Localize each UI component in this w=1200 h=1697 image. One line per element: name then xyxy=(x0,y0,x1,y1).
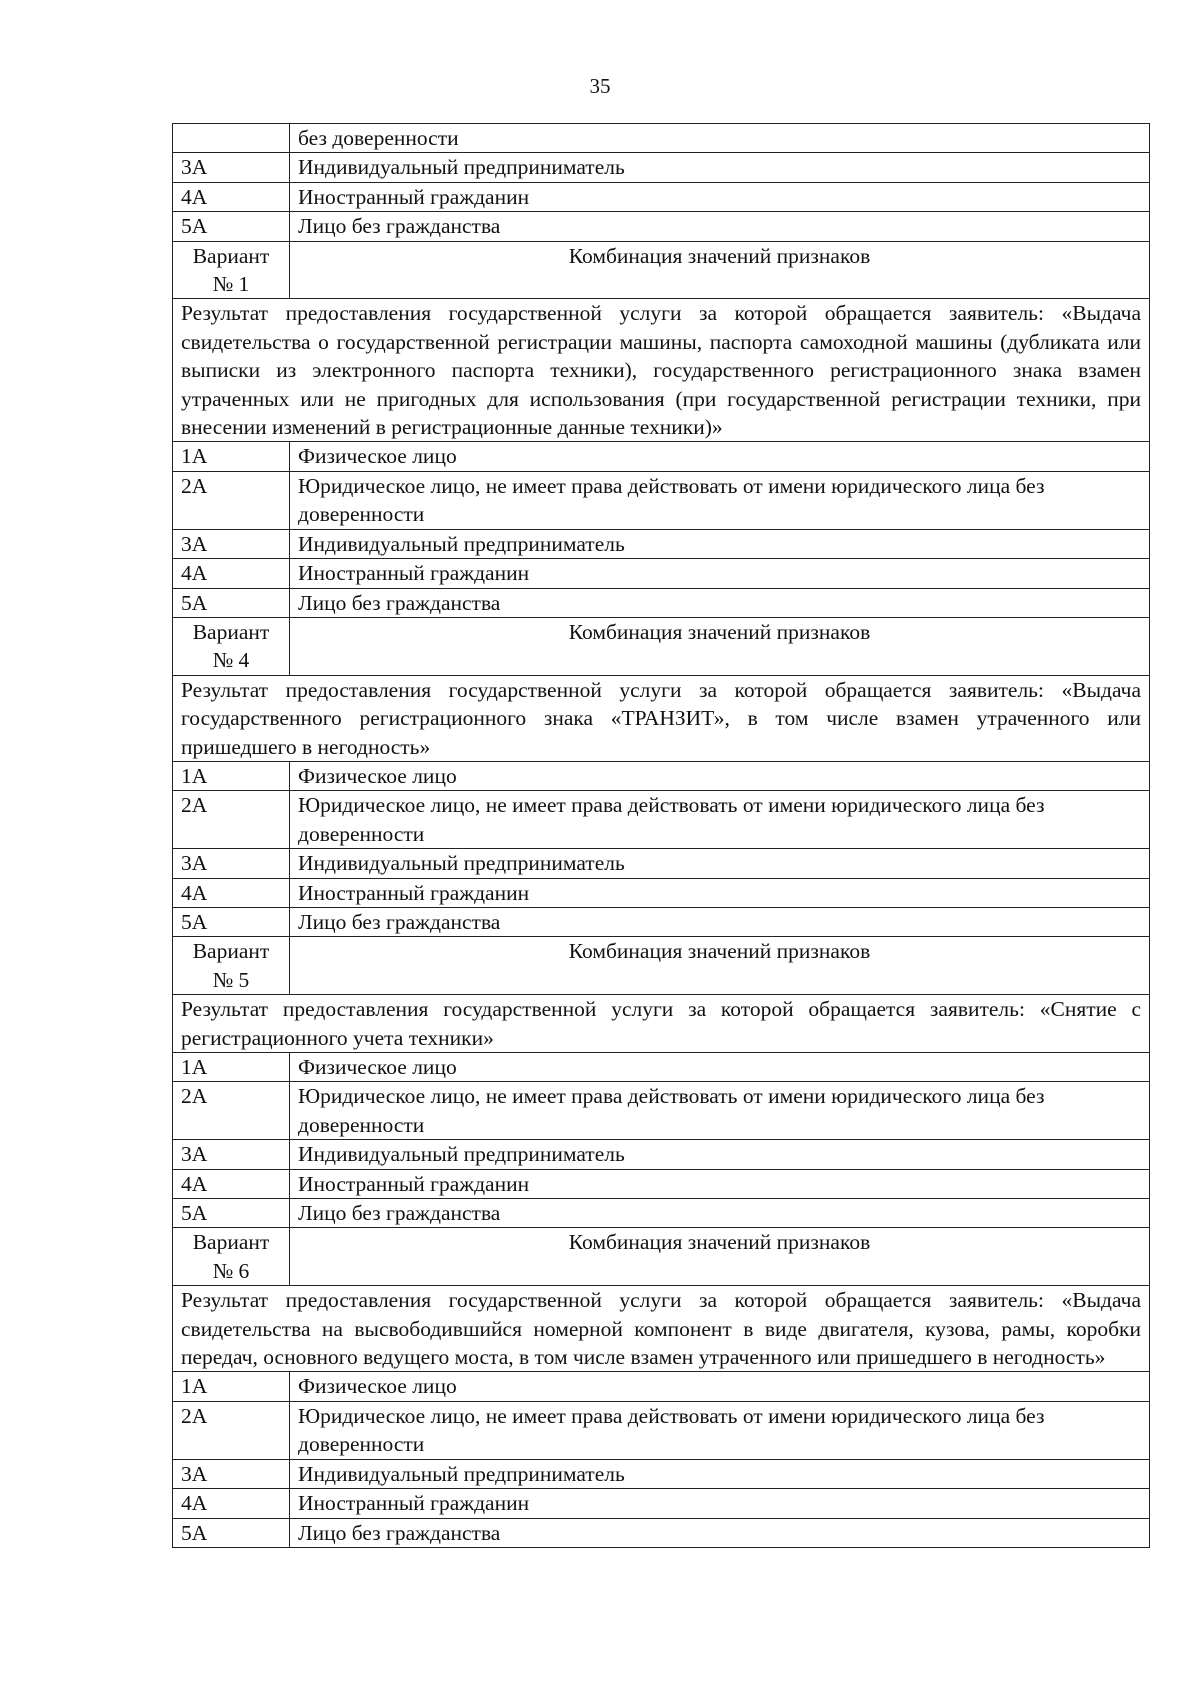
table-row xyxy=(173,1518,1150,1547)
applicant-type: Физическое лицо xyxy=(290,1053,1150,1082)
service-result-text: Результат предоставления государственной услуги за которой обращается заявитель: «Выдача свидетельства на высвободившийся номерной компонент в виде двигателя, кузова, рамы, коробки передач, основного ведущего моста, в том числе взамен утраченного или пришедшего в негодность» xyxy=(173,1286,1150,1372)
variant-number: № 1 xyxy=(212,272,250,297)
result-row xyxy=(173,675,1150,761)
table-row xyxy=(173,849,1150,878)
table-row xyxy=(173,791,1150,849)
variant-header-row xyxy=(173,937,1150,995)
combination-header: Комбинация значений признаков xyxy=(290,1228,1150,1286)
combination-header: Комбинация значений признаков xyxy=(290,617,1150,675)
applicant-type: Иностранный гражданин xyxy=(290,182,1150,211)
result-row xyxy=(173,1286,1150,1372)
variant-label: Вариант xyxy=(192,243,270,268)
variant-label: Вариант xyxy=(192,939,270,964)
table-row xyxy=(173,153,1150,182)
applicant-code: 5А xyxy=(173,212,290,241)
variant-label-cell xyxy=(173,1228,290,1286)
table-row xyxy=(173,182,1150,211)
applicant-type: Лицо без гражданства xyxy=(290,907,1150,936)
applicant-type: Индивидуальный предприниматель xyxy=(290,153,1150,182)
result-row xyxy=(173,299,1150,442)
applicant-code: 4А xyxy=(173,559,290,588)
applicant-type: Индивидуальный предприниматель xyxy=(290,849,1150,878)
variant-label: Вариант xyxy=(192,619,270,644)
table-row xyxy=(173,1489,1150,1518)
applicant-code: 1А xyxy=(173,761,290,790)
applicant-code: 3А xyxy=(173,1459,290,1488)
table-row xyxy=(173,1140,1150,1169)
variant-label-cell xyxy=(173,617,290,675)
table-row xyxy=(173,878,1150,907)
table-row xyxy=(173,1459,1150,1488)
applicant-code: 4А xyxy=(173,1169,290,1198)
variant-header-row xyxy=(173,1228,1150,1286)
applicant-code: 4А xyxy=(173,1489,290,1518)
table-row xyxy=(173,1372,1150,1401)
page-number: 35 xyxy=(589,74,611,98)
applicant-type: Индивидуальный предприниматель xyxy=(290,529,1150,558)
applicant-code: 4А xyxy=(173,878,290,907)
criteria-table-body xyxy=(173,124,1150,1548)
applicant-type: Иностранный гражданин xyxy=(290,878,1150,907)
applicant-code: 3А xyxy=(173,529,290,558)
applicant-code: 3А xyxy=(173,1140,290,1169)
variant-number: № 4 xyxy=(212,648,250,673)
applicant-type: без доверенности xyxy=(290,124,1150,153)
combination-header: Комбинация значений признаков xyxy=(290,937,1150,995)
applicant-code: 2А xyxy=(173,1401,290,1459)
table-row xyxy=(173,1169,1150,1198)
table-row xyxy=(173,529,1150,558)
applicant-type: Иностранный гражданин xyxy=(290,1169,1150,1198)
variant-label-cell xyxy=(173,937,290,995)
table-row xyxy=(173,1199,1150,1228)
applicant-code: 2А xyxy=(173,1082,290,1140)
applicant-code: 5А xyxy=(173,588,290,617)
applicant-type: Иностранный гражданин xyxy=(290,1489,1150,1518)
applicant-type: Физическое лицо xyxy=(290,1372,1150,1401)
table-row xyxy=(173,1401,1150,1459)
variant-label: Вариант xyxy=(192,1230,270,1255)
applicant-code: 3А xyxy=(173,849,290,878)
applicant-type: Лицо без гражданства xyxy=(290,588,1150,617)
table-row xyxy=(173,442,1150,471)
applicant-code xyxy=(173,124,290,153)
variant-label-cell xyxy=(173,241,290,299)
table-row xyxy=(173,1082,1150,1140)
applicant-type: Лицо без гражданства xyxy=(290,1199,1150,1228)
applicant-type: Индивидуальный предприниматель xyxy=(290,1459,1150,1488)
applicant-type: Иностранный гражданин xyxy=(290,559,1150,588)
applicant-type: Юридическое лицо, не имеет права действовать от имени юридического лица без доверенности xyxy=(290,791,1150,849)
table-row xyxy=(173,559,1150,588)
applicant-code: 2А xyxy=(173,471,290,529)
combination-header: Комбинация значений признаков xyxy=(290,241,1150,299)
service-result-text: Результат предоставления государственной услуги за которой обращается заявитель: «Выдача государственного регистрационного знака «ТРАНЗИТ», в том числе взамен утраченного или пришедшего в негодность» xyxy=(173,675,1150,761)
applicant-type: Юридическое лицо, не имеет права действовать от имени юридического лица без доверенности xyxy=(290,471,1150,529)
service-result-text: Результат предоставления государственной услуги за которой обращается заявитель: «Снятие с регистрационного учета техники» xyxy=(173,995,1150,1053)
table-row xyxy=(173,588,1150,617)
applicant-code: 5А xyxy=(173,907,290,936)
applicant-code: 1А xyxy=(173,442,290,471)
applicant-type: Физическое лицо xyxy=(290,442,1150,471)
applicant-code: 1А xyxy=(173,1053,290,1082)
applicant-type: Лицо без гражданства xyxy=(290,1518,1150,1547)
table-row xyxy=(173,212,1150,241)
table-row xyxy=(173,471,1150,529)
applicant-type: Юридическое лицо, не имеет права действовать от имени юридического лица без доверенности xyxy=(290,1401,1150,1459)
service-result-text: Результат предоставления государственной услуги за которой обращается заявитель: «Выдача свидетельства о государственной регистрации машины, паспорта самоходной машины (дубликата или выписки из электронного паспорта техники), государственного регистрационного знака взамен утраченных или не пригодных для использования (при государственной регистрации техники, при внесении изменений в регистрационные данные техники)» xyxy=(173,299,1150,442)
table-row xyxy=(173,907,1150,936)
applicant-code: 1А xyxy=(173,1372,290,1401)
table-row xyxy=(173,124,1150,153)
table-row xyxy=(173,761,1150,790)
applicant-type: Лицо без гражданства xyxy=(290,212,1150,241)
applicant-code: 3А xyxy=(173,153,290,182)
applicant-type: Юридическое лицо, не имеет права действовать от имени юридического лица без доверенности xyxy=(290,1082,1150,1140)
applicant-type: Физическое лицо xyxy=(290,761,1150,790)
variant-number: № 6 xyxy=(212,1258,250,1283)
applicant-code: 5А xyxy=(173,1518,290,1547)
variant-number: № 5 xyxy=(212,967,250,992)
table-row xyxy=(173,1053,1150,1082)
result-row xyxy=(173,995,1150,1053)
variant-header-row xyxy=(173,241,1150,299)
applicant-code: 5А xyxy=(173,1199,290,1228)
criteria-table xyxy=(172,123,1150,1548)
variant-header-row xyxy=(173,617,1150,675)
applicant-code: 2А xyxy=(173,791,290,849)
applicant-code: 4А xyxy=(173,182,290,211)
applicant-type: Индивидуальный предприниматель xyxy=(290,1140,1150,1169)
